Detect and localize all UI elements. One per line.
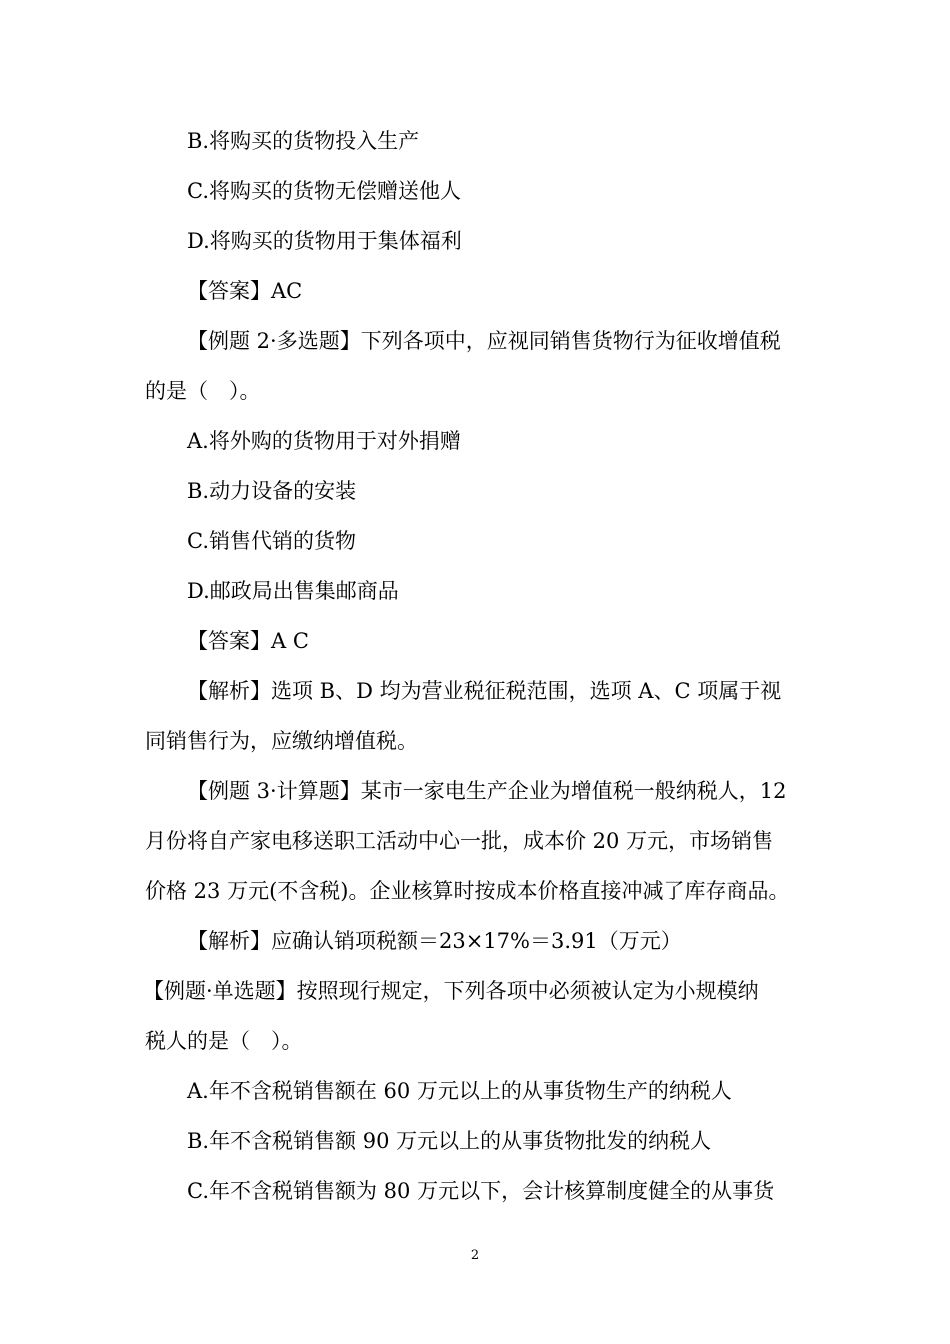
example-2-option-c: C.销售代销的货物: [187, 529, 356, 553]
example-3-analysis: 【解析】应确认销项税额＝23×17%＝3.91（万元）: [187, 929, 682, 953]
example-3-question: 【例题 3·计算题】某市一家电生产企业为增值税一般纳税人，12: [187, 779, 787, 803]
example-2-option-b: B.动力设备的安装: [187, 479, 357, 503]
option-b: B.将购买的货物投入生产: [187, 129, 420, 153]
example-2-option-d: D.邮政局出售集邮商品: [187, 579, 399, 603]
option-d: D.将购买的货物用于集体福利: [187, 229, 462, 253]
single-choice-question: 【例题·单选题】按照现行规定，下列各项中必须被认定为小规模纳: [143, 979, 759, 1003]
page-number: 2: [470, 1248, 480, 1263]
single-choice-question-cont: 税人的是（ ）。: [145, 1029, 303, 1053]
example-2-question: 【例题 2·多选题】下列各项中，应视同销售货物行为征收增值税: [187, 329, 781, 353]
answer: 【答案】AC: [187, 279, 303, 303]
example-3-question-cont-1: 月份将自产家电移送职工活动中心一批，成本价 20 万元，市场销售: [145, 829, 774, 853]
option-c: C.将购买的货物无偿赠送他人: [187, 179, 461, 203]
example-2-question-cont: 的是（ ）。: [145, 379, 261, 403]
single-choice-option-a: A.年不含税销售额在 60 万元以上的从事货物生产的纳税人: [187, 1079, 732, 1103]
example-3-question-cont-2: 价格 23 万元(不含税)。企业核算时按成本价格直接冲减了库存商品。: [145, 879, 790, 903]
single-choice-option-b: B.年不含税销售额 90 万元以上的从事货物批发的纳税人: [187, 1129, 712, 1153]
example-2-analysis: 【解析】选项 B、D 均为营业税征税范围，选项 A、C 项属于视: [187, 679, 782, 703]
example-2-option-a: A.将外购的货物用于对外捐赠: [187, 429, 461, 453]
example-2-analysis-cont: 同销售行为，应缴纳增值税。: [145, 729, 418, 753]
page-content: [145, 116, 805, 1216]
example-2-answer: 【答案】A C: [187, 629, 309, 653]
single-choice-option-c: C.年不含税销售额为 80 万元以下，会计核算制度健全的从事货: [187, 1179, 775, 1203]
